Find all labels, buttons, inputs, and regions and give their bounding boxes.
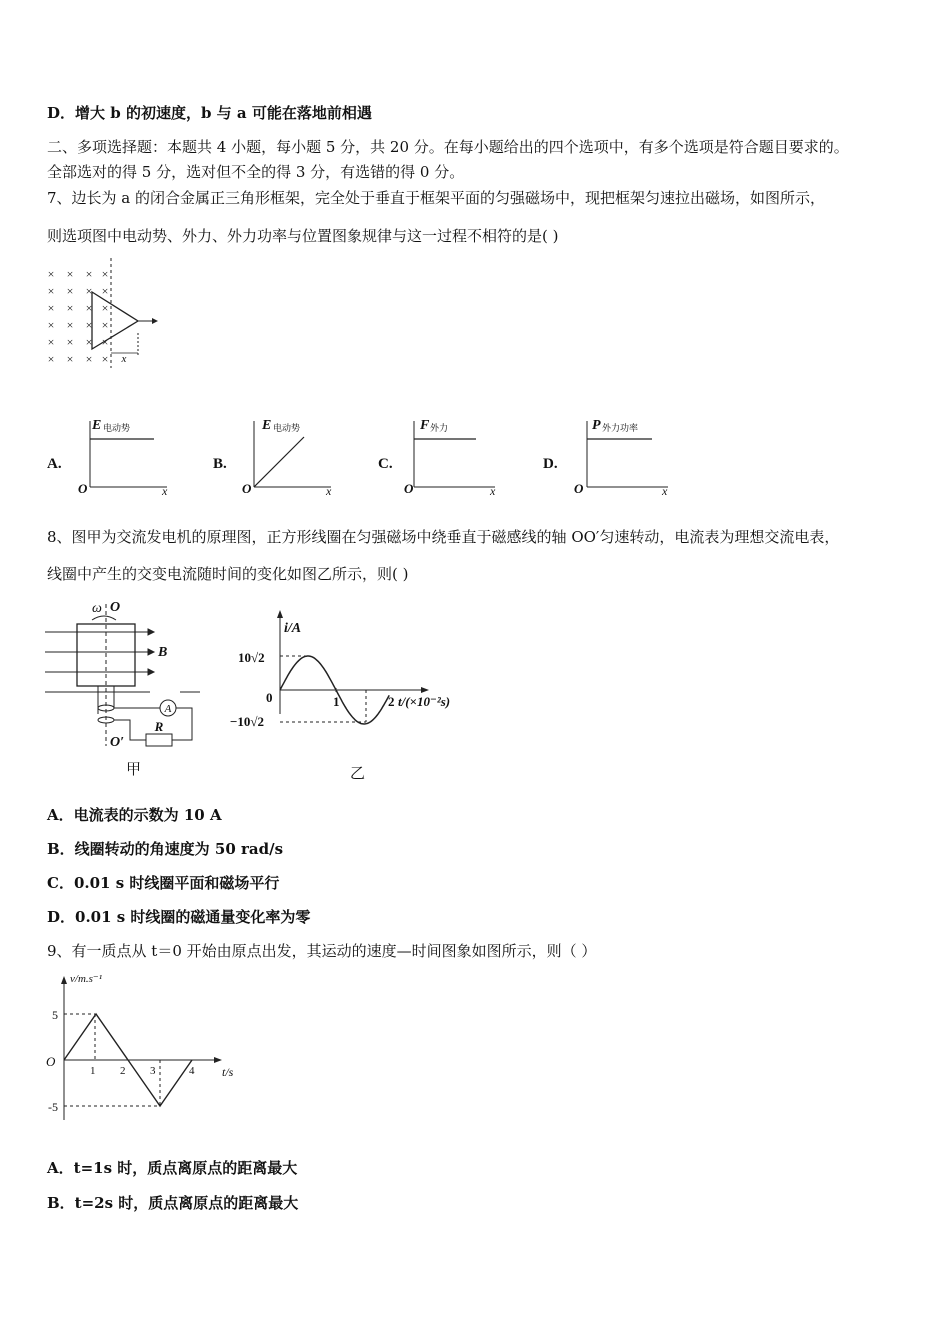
field-cross: ×: [47, 301, 55, 315]
q8-figure-yi: [228, 602, 488, 782]
x-tick-1: 1: [333, 694, 340, 709]
svg-text:O: O: [574, 481, 584, 496]
field-cross: ×: [66, 267, 74, 281]
svg-text:O: O: [110, 600, 121, 615]
svg-text:电动势: 电动势: [103, 423, 131, 433]
q7-stem-line1: 7、边长为 a 的闭合金属正三角形框架，完全处于垂直于框架平面的匀强磁场中，现把框架匀速拉出磁场，如图所示，: [47, 189, 826, 207]
field-cross: ×: [85, 335, 93, 349]
svg-text:x: x: [162, 484, 168, 498]
triangle-frame: [92, 292, 138, 349]
x-tick-2: 2: [388, 694, 395, 709]
x-tick-1: 1: [90, 1065, 96, 1077]
svg-text:v/m.s⁻¹: v/m.s⁻¹: [70, 973, 103, 985]
q7-option-d-label: D.: [543, 456, 558, 472]
q8-stem-line2: 线圈中产生的交变电流随时间的变化如图乙所示，则( ): [47, 565, 409, 583]
svg-text:外力功率: 外力功率: [602, 423, 639, 433]
field-cross: ×: [101, 352, 109, 366]
field-cross: ×: [101, 267, 109, 281]
svg-text:F: F: [420, 418, 430, 433]
q8-stem-line1: 8、图甲为交流发电机的原理图，正方形线圈在匀强磁场中绕垂直于磁感线的轴 OO′匀速转动，电流表为理想交流电表，: [47, 528, 840, 546]
field-cross: ×: [47, 352, 55, 366]
q7-option-c-label: C.: [378, 456, 393, 472]
svg-text:E: E: [262, 418, 272, 433]
svg-text:E: E: [92, 418, 102, 433]
field-cross: ×: [85, 352, 93, 366]
svg-text:O: O: [404, 481, 414, 496]
y-tick-5: 5: [52, 1008, 58, 1022]
svg-text:O: O: [78, 481, 88, 496]
svg-text:ω: ω: [92, 601, 102, 616]
svg-text:乙: 乙: [350, 766, 366, 782]
x-tick-4: 4: [189, 1065, 195, 1077]
field-lines: [45, 629, 200, 692]
svg-text:x: x: [662, 484, 668, 498]
svg-text:外力: 外力: [430, 423, 449, 433]
field-cross: ×: [47, 318, 55, 332]
field-cross: ×: [66, 284, 74, 298]
field-cross: ×: [66, 335, 74, 349]
q7-field-figure: [40, 258, 170, 378]
svg-text:O: O: [242, 481, 252, 496]
svg-text:B: B: [158, 645, 168, 660]
q7-option-a-label: A.: [47, 456, 62, 472]
svg-text:A: A: [164, 703, 172, 715]
svg-text:t/(×10⁻²s): t/(×10⁻²s): [398, 694, 451, 709]
q8-option-c: C．0.01 s 时线圈平面和磁场平行: [47, 874, 280, 892]
section2-instructions-line2: 全部选对的得 5 分，选对但不全的得 3 分，有选错的得 0 分。: [47, 163, 465, 181]
q6-option-d: D．增大 b 的初速度，b 与 a 可能在落地前相遇: [47, 104, 372, 122]
field-cross: ×: [101, 318, 109, 332]
svg-text:电动势: 电动势: [273, 423, 301, 433]
svg-text:t/s: t/s: [222, 1065, 234, 1079]
q7-option-a-graph: [72, 415, 172, 498]
field-cross: ×: [85, 284, 93, 298]
resistor: [146, 734, 172, 746]
svg-text:甲: 甲: [126, 762, 142, 778]
field-cross: ×: [101, 301, 109, 315]
field-cross: ×: [47, 267, 55, 281]
svg-text:R: R: [154, 719, 164, 734]
svg-text:x: x: [490, 484, 496, 498]
q7-stem-line2: 则选项图中电动势、外力、外力功率与位置图象规律与这一过程不相符的是( ): [47, 227, 559, 245]
field-crosses: [48, 267, 109, 366]
field-cross: ×: [101, 335, 109, 349]
q8-figure-jia: [40, 596, 215, 776]
q9-option-b: B．t=2s 时，质点离原点的距离最大: [47, 1194, 299, 1212]
field-cross: ×: [85, 301, 93, 315]
field-cross: ×: [101, 284, 109, 298]
q7-option-c-graph: [400, 415, 500, 498]
x-tick-3: 3: [150, 1065, 156, 1077]
q8-option-a: A．电流表的示数为 10 A: [47, 806, 222, 824]
y-max-label: 10√2: [238, 650, 265, 665]
field-cross: ×: [47, 284, 55, 298]
q7-option-b-graph: [236, 415, 336, 498]
field-cross: ×: [85, 318, 93, 332]
y-tick-neg5: -5: [48, 1100, 58, 1114]
field-cross: ×: [66, 301, 74, 315]
q9-option-a: A．t=1s 时，质点离原点的距离最大: [47, 1159, 298, 1177]
field-cross: ×: [47, 335, 55, 349]
field-cross: ×: [66, 352, 74, 366]
field-cross: ×: [85, 267, 93, 281]
svg-text:i/A: i/A: [284, 621, 302, 636]
section2-instructions-line1: 二、多项选择题：本题共 4 小题，每小题 5 分，共 20 分。在每小题给出的四个选项中，有多个选项是符合题目要求的。: [47, 138, 849, 156]
x-tick-2: 2: [120, 1065, 126, 1077]
q8-option-d: D．0.01 s 时线圈的磁通量变化率为零: [47, 908, 311, 926]
field-cross: ×: [66, 318, 74, 332]
svg-text:P: P: [592, 418, 601, 433]
q7-option-d-graph: [570, 415, 670, 498]
q8-option-b: B．线圈转动的角速度为 50 rad/s: [47, 840, 284, 858]
q7-option-b-label: B.: [213, 456, 227, 472]
q9-vt-graph: [40, 970, 250, 1130]
x-label: x: [121, 353, 127, 365]
graph-line-linear: [254, 437, 304, 487]
svg-text:x: x: [326, 484, 332, 498]
y-min-label: −10√2: [230, 714, 265, 729]
q9-stem: 9、有一质点从 t＝0 开始由原点出发，其运动的速度—时间图象如图所示，则（ ）: [47, 942, 597, 960]
svg-text:O: O: [46, 1054, 56, 1069]
svg-text:0: 0: [266, 690, 273, 705]
svg-text:O′: O′: [110, 735, 125, 750]
